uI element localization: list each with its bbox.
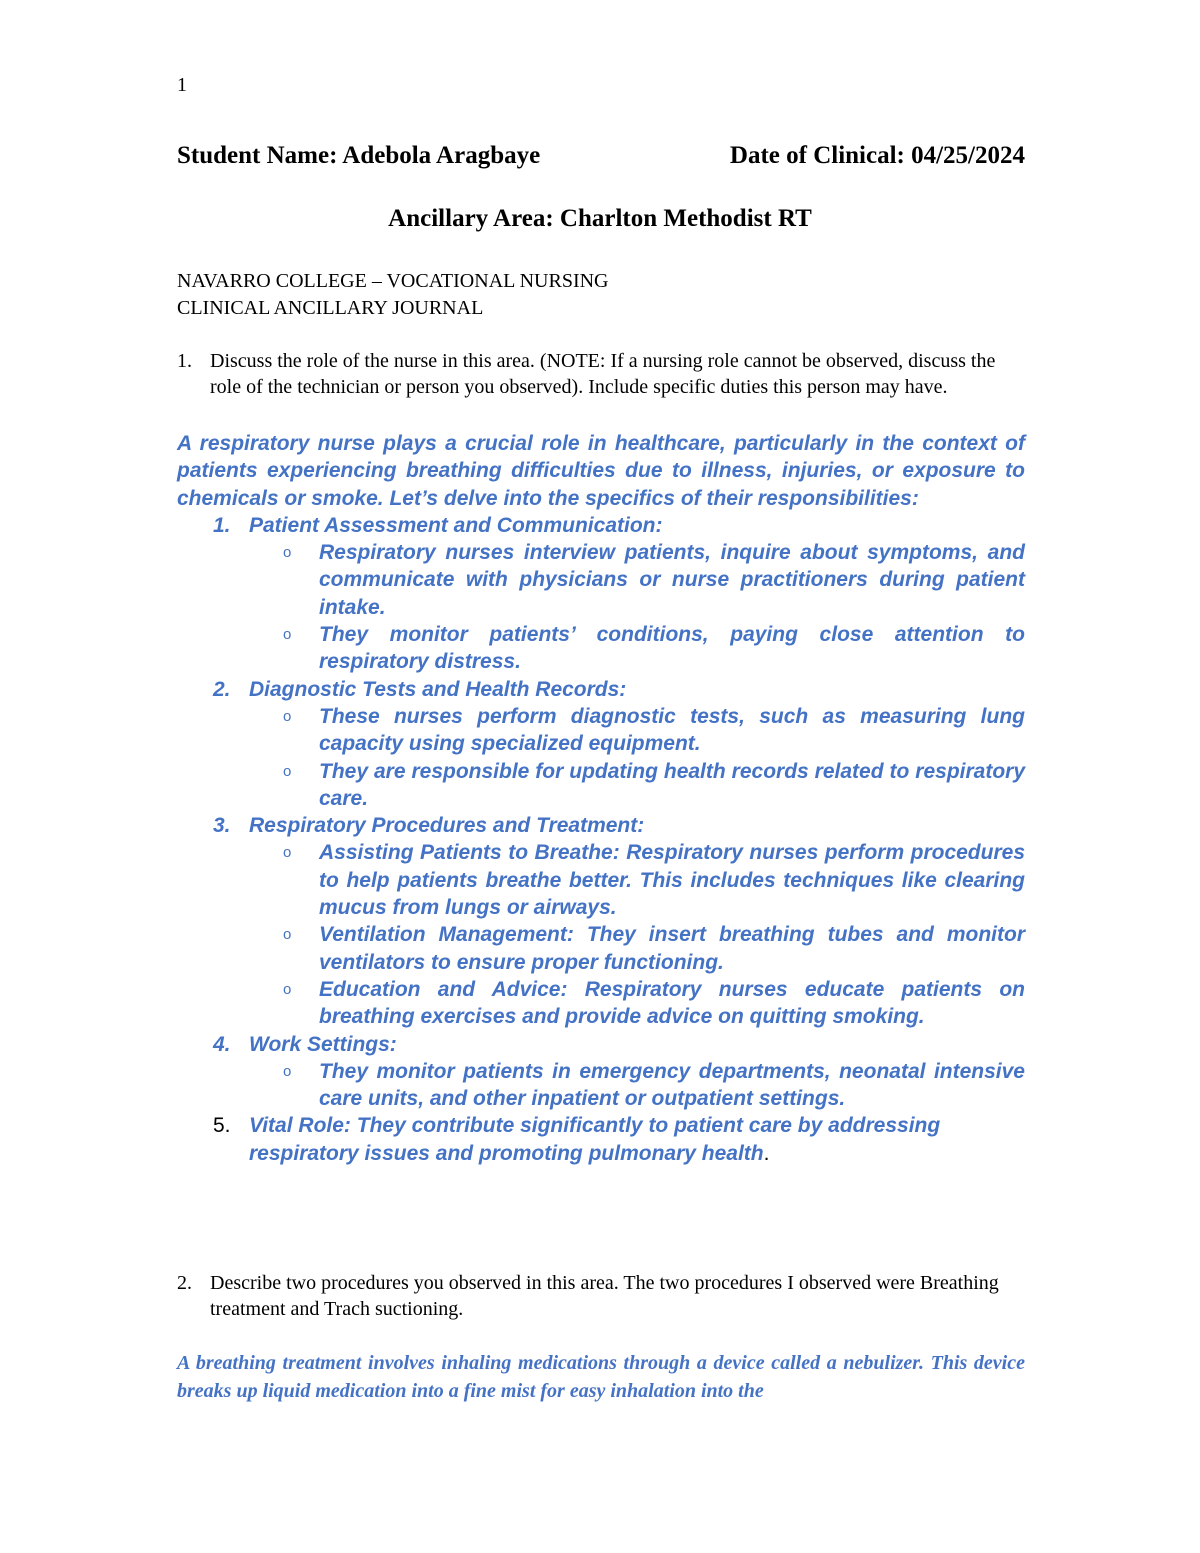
sub-item [249, 976, 1025, 1031]
sub-item-text: They monitor patients’ conditions, paying close attention to respiratory distress. [319, 623, 1025, 674]
list-item-text: Vital Role: They contribute significantly to patient care by addressing respiratory issues and promoting pulmonary health [249, 1114, 941, 1165]
list-item-number: 2. [213, 677, 231, 701]
question-1 [177, 348, 1025, 400]
list-item-title: Diagnostic Tests and Health Records: [249, 677, 627, 701]
question-1-text: Discuss the role of the nurse in this area. (NOTE: If a nursing role cannot be observed, discuss the role of the technician or person you observed). Include specific duties this person may have. [210, 350, 996, 398]
answer-1-intro: A respiratory nurse plays a crucial role in healthcare, particularly in the context of patients experiencing breathing difficulties due to illness, injuries, or exposure to chemicals or smoke. Let’s delve into the specifics of their responsibilities: [177, 432, 1025, 510]
list-item-title: Respiratory Procedures and Treatment: [249, 814, 645, 838]
sub-item-text: They are responsible for updating health records related to respiratory care. [319, 759, 1025, 810]
list-item-number: 1. [213, 513, 231, 537]
bullet-marker: o [283, 707, 292, 725]
sub-item [249, 1058, 1025, 1113]
sub-item [249, 621, 1025, 676]
list-item [213, 812, 1025, 1030]
sub-item [249, 758, 1025, 813]
date-of-clinical: Date of Clinical: 04/25/2024 [729, 142, 1025, 169]
sub-item-text: Ventilation Management: They insert breathing tubes and monitor ventilators to ensure proper functioning. [319, 923, 1025, 974]
college-line-2: CLINICAL ANCILLARY JOURNAL [177, 297, 484, 319]
question-2-text: Describe two procedures you observed in this area. The two procedures I observed were Breathing treatment and Trach suctioning. [210, 1272, 999, 1320]
sub-item-text: Assisting Patients to Breathe: Respiratory nurses perform procedures to help patients breathe better. This includes techniques like clearing mucus from lungs or airways. [319, 841, 1025, 920]
page-number: 1 [177, 74, 187, 96]
answer-2: A breathing treatment involves inhaling medications through a device called a nebulizer. This device breaks up liquid medication into a fine mist for easy inhalation into the [177, 1352, 1025, 1402]
bullet-marker: o [283, 844, 292, 862]
list-item [213, 1112, 1025, 1167]
college-heading [177, 268, 609, 322]
college-line-1: NAVARRO COLLEGE – VOCATIONAL NURSING [177, 270, 609, 292]
sub-item [249, 539, 1025, 621]
sub-item [249, 839, 1025, 921]
sub-item-text: These nurses perform diagnostic tests, such as measuring lung capacity using specialized equipment. [319, 704, 1025, 756]
list-item [213, 512, 1025, 676]
answer-1-list [177, 512, 1025, 1167]
bullet-marker: o [283, 544, 292, 562]
sub-item-text: They monitor patients in emergency departments, neonatal intensive care units, and other inpatient or outpatient settings. [319, 1059, 1025, 1111]
answer-1 [177, 430, 1025, 1167]
student-name: Student Name: Adebola Aragbaye [177, 142, 541, 169]
header-row [177, 142, 1025, 170]
sub-item-text: Respiratory nurses interview patients, inquire about symptoms, and communicate with physicians or nurse practitioners during patient intake. [319, 541, 1025, 619]
list-item-period: . [763, 1141, 770, 1165]
list-item-title: Work Settings: [249, 1032, 397, 1056]
bullet-marker: o [283, 762, 292, 780]
sub-item [249, 703, 1025, 758]
bullet-marker: o [283, 626, 292, 644]
question-1-number: 1. [177, 350, 192, 372]
ancillary-area-title: Ancillary Area: Charlton Methodist RT [388, 205, 812, 232]
list-item-number: 3. [213, 814, 231, 838]
list-item-number: 4. [213, 1032, 231, 1056]
question-2 [177, 1270, 1025, 1322]
bullet-marker: o [283, 926, 292, 944]
list-item [213, 676, 1025, 812]
sub-item [249, 921, 1025, 976]
list-item-title: Patient Assessment and Communication: [249, 513, 663, 537]
list-item-number: 5. [213, 1114, 231, 1138]
list-item [213, 1031, 1025, 1113]
bullet-marker: o [283, 980, 292, 998]
sub-item-text: Education and Advice: Respiratory nurses educate patients on breathing exercises and provide advice on quitting smoking. [319, 977, 1025, 1029]
bullet-marker: o [283, 1062, 292, 1080]
question-2-number: 2. [177, 1272, 192, 1294]
